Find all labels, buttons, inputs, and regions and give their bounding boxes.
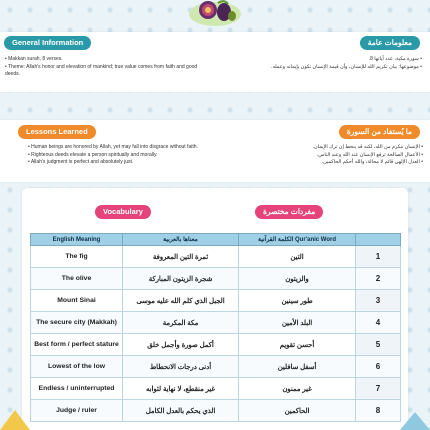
- general-information-title-en: General Information: [4, 36, 91, 50]
- english-cell: Best form / perfect stature: [31, 334, 123, 356]
- table-row: [31, 268, 401, 290]
- vocabulary-title-en: Vocabulary: [95, 205, 151, 219]
- english-cell: Mount Sinai: [31, 290, 123, 312]
- table-row: [31, 356, 401, 378]
- general-information-text-en: [5, 56, 210, 79]
- table-row: [31, 312, 401, 334]
- row-number: 2: [356, 268, 401, 290]
- row-number: 8: [356, 400, 401, 422]
- general-information-text-ar: [220, 56, 422, 71]
- quranic-word-cell: أسفل سافلين: [239, 356, 356, 378]
- lessons-ar-line: • الإنسان مكرم من الله، لكنه قد ينحط إن ترك الإيمان.: [312, 144, 423, 150]
- lessons-ar-line: • الأعمال الصالحة ترفع الإنسان عند الله وعند الناس.: [316, 151, 423, 158]
- quranic-word-cell: البلد الأمين: [239, 312, 356, 334]
- arabic-meaning-cell: شجرة الزيتون المباركة: [123, 268, 239, 290]
- arabic-meaning-cell: الجبل الذي كلم الله عليه موسى: [123, 290, 239, 312]
- english-cell: Judge / ruler: [31, 400, 123, 422]
- arabic-meaning-cell: مكة المكرمة: [123, 312, 239, 334]
- quranic-word-cell: الحاكمين: [239, 400, 356, 422]
- lessons-en-line: • Human beings are honored by Allah, yet may fall into disgrace without faith.: [28, 144, 198, 150]
- row-number: 5: [356, 334, 401, 356]
- arabic-meaning-cell: ثمرة التين المعروفة: [123, 246, 239, 268]
- vocabulary-title-ar: مفردات مختصرة: [255, 205, 323, 219]
- row-number: 6: [356, 356, 401, 378]
- general-ar-line: • سورة مكية، عدد آياتها 8.: [368, 56, 422, 62]
- corner-ornament-icon: [400, 400, 430, 430]
- quranic-word-cell: أحسن تقويم: [239, 334, 356, 356]
- english-cell: Endless / uninterrupted: [31, 378, 123, 400]
- row-number: 3: [356, 290, 401, 312]
- lessons-learned-text-en: [28, 144, 218, 167]
- lessons-learned-text-ar: [225, 144, 423, 167]
- general-en-line: • Makkan surah, 8 verses.: [5, 56, 63, 62]
- row-number: 7: [356, 378, 401, 400]
- arabic-meaning-cell: غير منقطع، لا نهاية لثوابه: [123, 378, 239, 400]
- arabic-meaning-cell: أدنى درجات الانحطاط: [123, 356, 239, 378]
- vocabulary-table: [30, 233, 401, 422]
- table-row: [31, 246, 401, 268]
- lessons-en-line: • Allah's judgment is perfect and absolutely just.: [28, 159, 134, 165]
- lessons-ar-line: • العدل الإلهي قائم لا محالة، والله أحكم الحاكمين.: [321, 159, 423, 165]
- general-information-title-ar: معلومات عامة: [360, 36, 420, 50]
- quranic-word-cell: طور سينين: [239, 290, 356, 312]
- header-quranic-word-ar: الكلمة القرآنية: [257, 237, 294, 243]
- general-ar-line: • موضوعها: بيان تكريم الله للإنسان، وأن قيمة الإنسان تكون بإيمانه وعمله.: [271, 63, 422, 70]
- row-number: 1: [356, 246, 401, 268]
- quranic-word-cell: التين: [239, 246, 356, 268]
- header-quranic-word: [239, 234, 356, 246]
- english-cell: The olive: [31, 268, 123, 290]
- arabic-meaning-cell: أكمل صورة وأجمل خلق: [123, 334, 239, 356]
- arabic-meaning-cell: الذي يحكم بالعدل الكامل: [123, 400, 239, 422]
- fig-olive-illustration: [188, 0, 242, 26]
- lessons-learned-title-en: Lessons Learned: [18, 125, 96, 139]
- corner-ornament-icon: [0, 400, 30, 430]
- header-number: [356, 234, 401, 246]
- quranic-word-cell: والزيتون: [239, 268, 356, 290]
- table-row: [31, 334, 401, 356]
- table-row: [31, 400, 401, 422]
- table-row: [31, 290, 401, 312]
- english-cell: The secure city (Makkah): [31, 312, 123, 334]
- general-en-line: • Theme: Allah's honor and elevation of mankind; true value comes from faith and good deeds.: [5, 63, 198, 77]
- header-english-meaning: English Meaning: [31, 234, 123, 246]
- header-arabic-meaning: معناها بالعربية: [123, 234, 239, 246]
- english-cell: Lowest of the low: [31, 356, 123, 378]
- row-number: 4: [356, 312, 401, 334]
- table-row: [31, 378, 401, 400]
- vocabulary-header-row: [31, 234, 401, 246]
- quranic-word-cell: غير ممنون: [239, 378, 356, 400]
- lessons-en-line: • Righteous deeds elevate a person spiritually and morally.: [28, 151, 158, 158]
- lessons-learned-title-ar: ما يُستفاد من السورة: [339, 125, 420, 139]
- header-quranic-word-en: Qur'anic Word: [295, 237, 337, 243]
- english-cell: The fig: [31, 246, 123, 268]
